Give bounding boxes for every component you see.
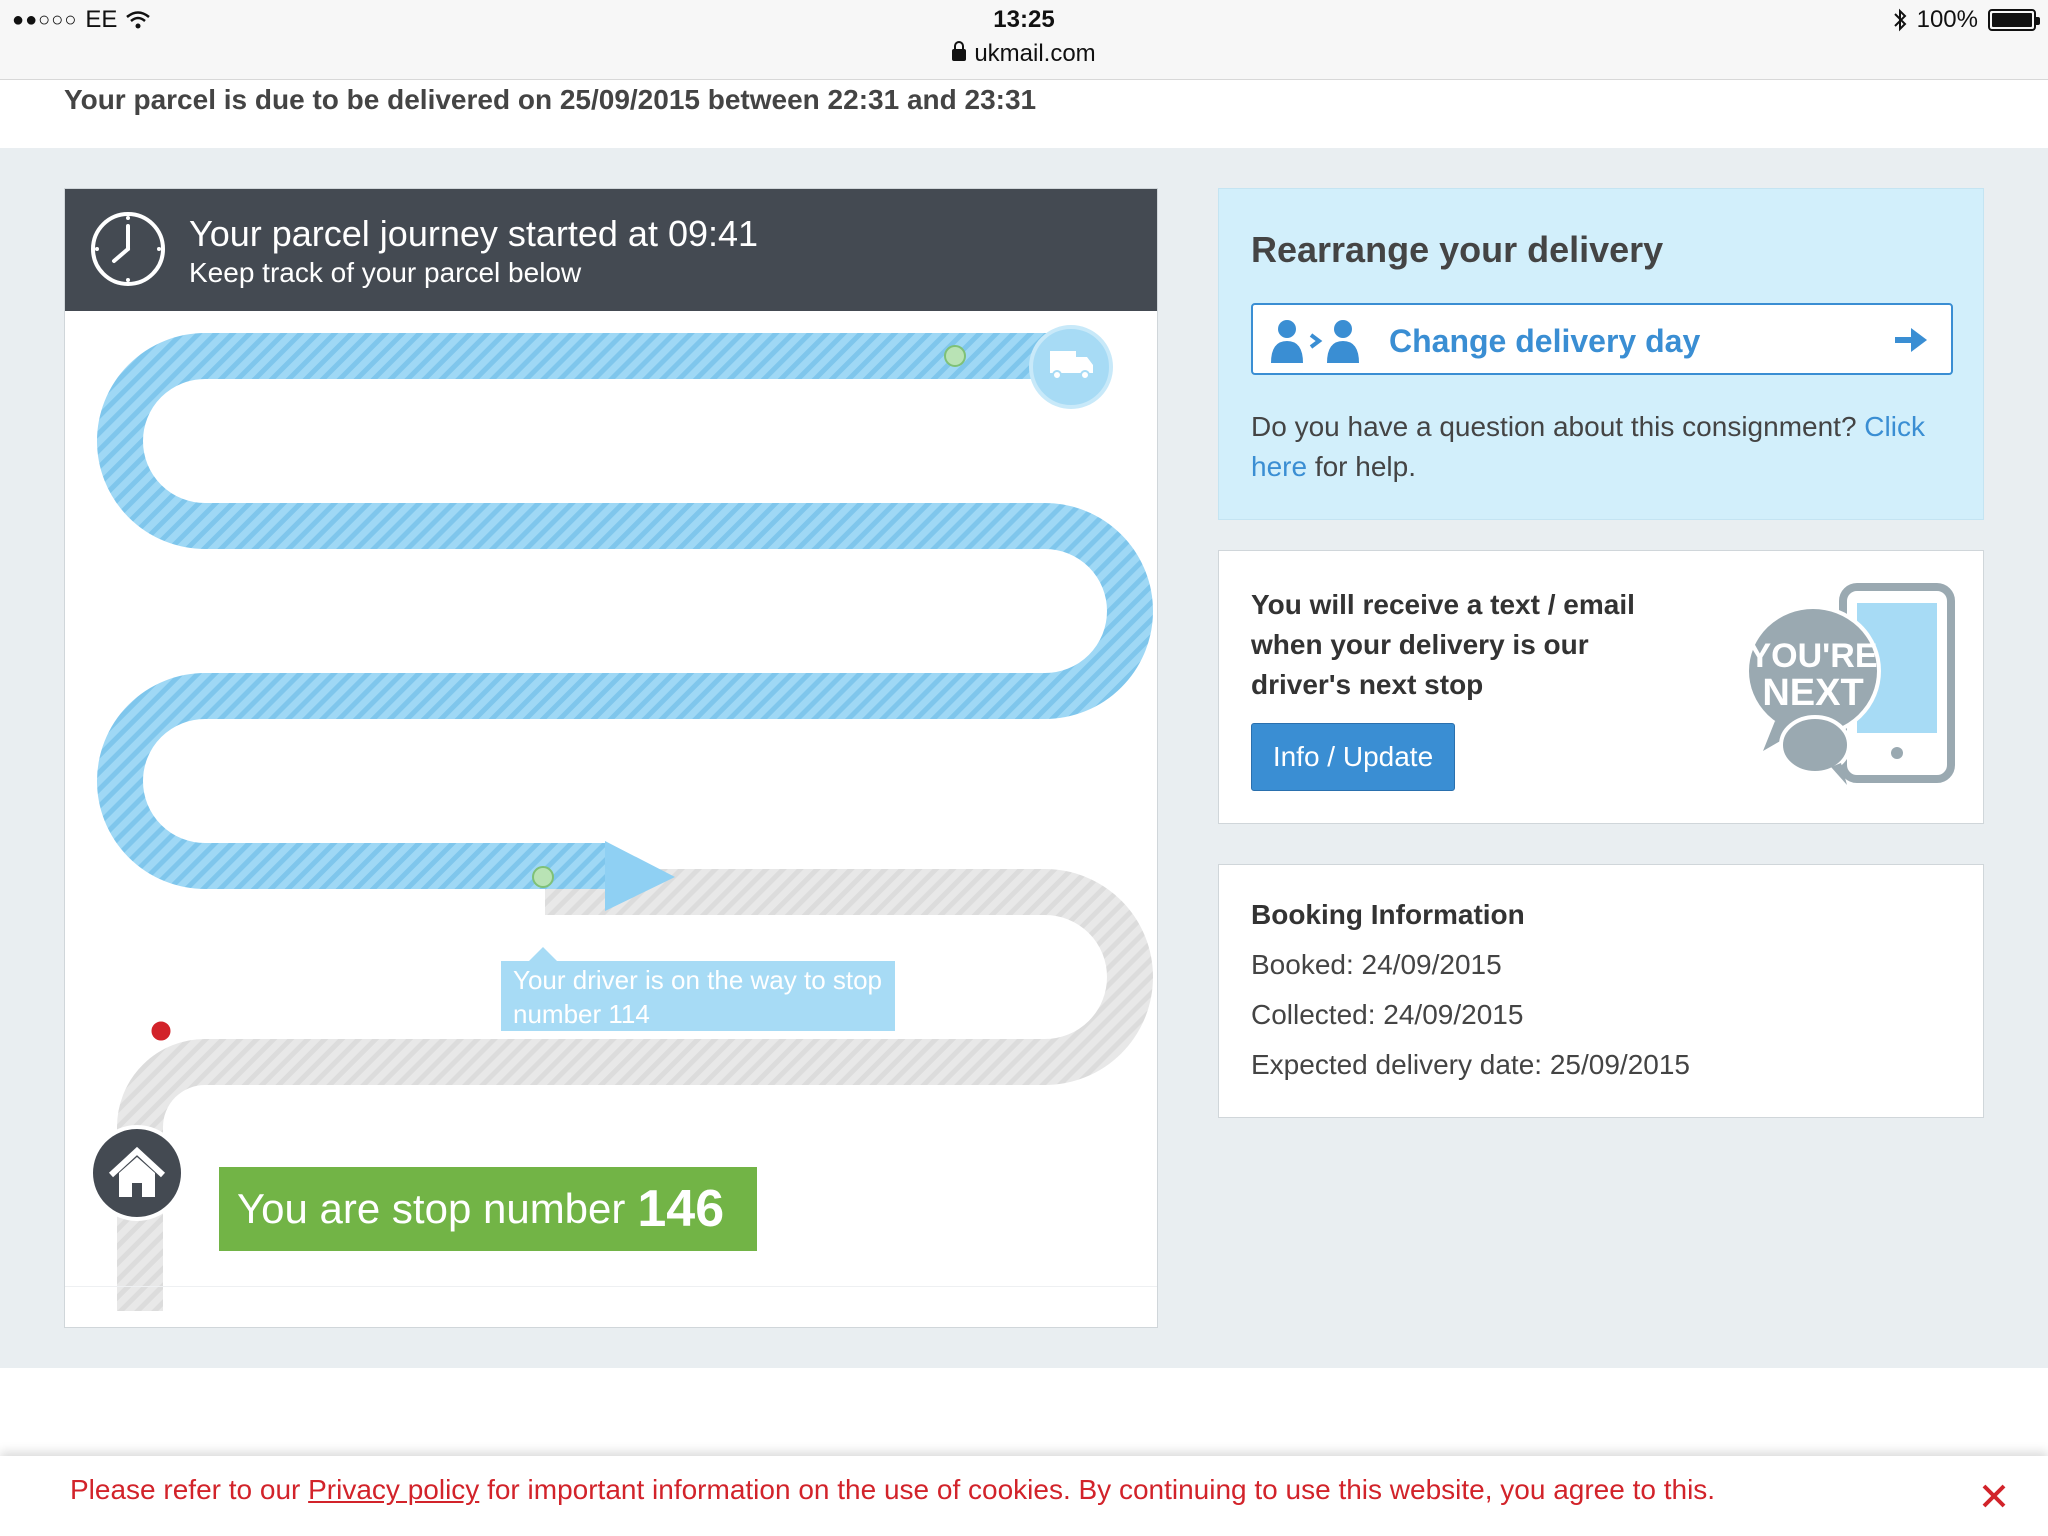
collected-date: Collected: 24/09/2015	[1251, 999, 1524, 1030]
status-right	[1893, 6, 2036, 34]
question-text: Do you have a question about this consignment?	[1251, 411, 1857, 442]
carrier-label: EE	[85, 6, 118, 33]
cookie-prefix: Please refer to our	[70, 1474, 301, 1505]
cookie-suffix: for important information on the use of cookies. By continuing to use this website, you agree to this.	[487, 1474, 1716, 1505]
lock-icon	[952, 49, 966, 61]
booking-title: Booking Information	[1251, 899, 1525, 930]
route-map	[65, 311, 1159, 1311]
arrow-right-icon	[1893, 325, 1929, 355]
battery-icon	[1988, 9, 2036, 31]
change-delivery-day-label: Change delivery day	[1389, 323, 1701, 359]
battery-percent: 100%	[1916, 6, 1978, 33]
clock-time: 13:25	[993, 6, 1055, 33]
journey-footer-divider	[65, 1286, 1157, 1287]
bluetooth-icon	[1893, 8, 1907, 32]
driver-status-tooltip: Your driver is on the way to stop number 114	[501, 961, 895, 1031]
signal-icon: ●●○○○	[12, 8, 78, 31]
close-icon[interactable]	[1980, 1482, 2008, 1510]
journey-title: Your parcel journey started at 09:41	[189, 213, 759, 254]
youre-next-icon	[1745, 581, 1957, 787]
stop-number: 146	[637, 1180, 725, 1238]
destination-marker	[150, 1020, 172, 1042]
question-suffix: for help.	[1314, 451, 1416, 482]
badge-line1: YOU'RE	[1748, 637, 1878, 675]
stop-marker	[945, 346, 965, 366]
clock-icon	[89, 210, 167, 288]
privacy-policy-link[interactable]: Privacy policy	[308, 1474, 480, 1505]
address-bar[interactable]	[0, 40, 2048, 68]
expected-delivery-date: Expected delivery date: 25/09/2015	[1251, 1049, 1690, 1080]
click-here-link[interactable]: Click here	[1251, 411, 1925, 482]
truck-icon	[1031, 327, 1111, 407]
route-completed	[120, 356, 1130, 866]
booking-info-panel	[1218, 864, 1984, 1118]
rearrange-title: Rearrange your delivery	[1251, 229, 1664, 270]
url-text: ukmail.com	[974, 40, 1096, 67]
stop-prefix: You are stop number	[237, 1185, 626, 1232]
people-swap-icon	[1267, 319, 1367, 363]
delivery-due-line: Your parcel is due to be delivered on 25/09/2015 between 22:31 and 23:31	[64, 84, 1037, 115]
change-delivery-day-button[interactable]	[1251, 303, 1953, 375]
badge-line2: NEXT	[1762, 672, 1864, 714]
stop-number-banner	[219, 1167, 757, 1251]
consignment-question	[1251, 407, 1951, 487]
cookie-notice-bar	[0, 1456, 2048, 1536]
stop-marker	[533, 867, 553, 887]
journey-subtitle: Keep track of your parcel below	[189, 257, 582, 288]
next-stop-notify-panel	[1218, 550, 1984, 824]
status-bar	[0, 0, 2048, 80]
rearrange-panel	[1218, 188, 1984, 520]
cookie-text	[70, 1474, 1715, 1506]
notify-text: You will receive a text / email when your delivery is our driver's next stop	[1251, 589, 1635, 700]
parcel-journey-panel	[64, 188, 1158, 1328]
journey-header	[65, 189, 1157, 311]
info-update-button[interactable]: Info / Update	[1251, 723, 1455, 791]
home-icon	[91, 1127, 183, 1219]
booked-date: Booked: 24/09/2015	[1251, 949, 1502, 980]
